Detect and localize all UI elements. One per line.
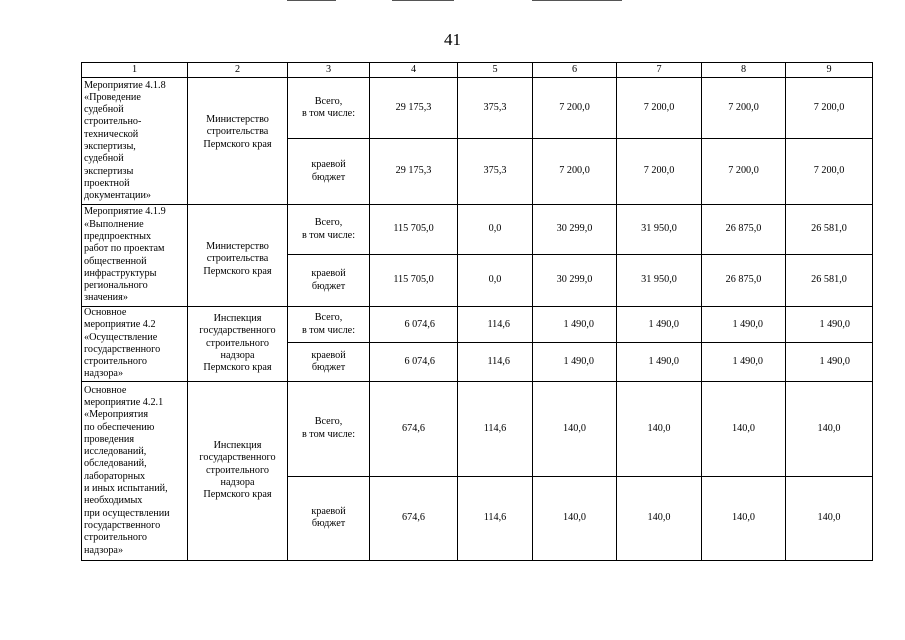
activity-name-line: проведения [84, 433, 135, 445]
amount-cell: 7 200,0 [533, 139, 617, 205]
amount-cell: 7 200,0 [617, 78, 702, 139]
funding-source-line: Всего, [314, 217, 343, 229]
activity-name-line: строительного [84, 532, 148, 544]
amount-cell: 140,0 [617, 476, 702, 560]
activity-name-line: Мероприятие 4.1.9 [84, 206, 166, 218]
activity-name-line: «Проведение [84, 91, 141, 103]
activity-name-line: инфраструктуры [84, 267, 157, 279]
funding-source-cell [288, 139, 370, 205]
funding-source-line: краевой [311, 349, 346, 361]
activity-name-line: Мероприятие 4.1.8 [84, 79, 166, 91]
amount-cell: 114,6 [458, 307, 533, 343]
funding-source-line: в том числе: [301, 324, 356, 336]
amount-cell: 6 074,6 [370, 343, 458, 381]
activity-name-line: обследований, [84, 458, 147, 470]
amount-cell: 29 175,3 [370, 78, 458, 139]
amount-cell: 26 875,0 [702, 205, 786, 255]
funding-source-line: краевой [311, 159, 346, 171]
amount-cell: 115 705,0 [370, 255, 458, 307]
amount-cell: 140,0 [702, 476, 786, 560]
amount-cell: 375,3 [458, 139, 533, 205]
funding-source-line: Всего, [314, 416, 343, 428]
amount-cell: 140,0 [786, 476, 873, 560]
activity-name-line: экспертизы [84, 165, 134, 177]
amount-cell: 140,0 [786, 381, 873, 476]
funding-source-cell [288, 476, 370, 560]
funding-source-line: бюджет [311, 518, 346, 530]
activity-name-line: «Осуществление [84, 331, 158, 343]
amount-cell: 1 490,0 [617, 343, 702, 381]
amount-cell: 114,6 [458, 343, 533, 381]
funding-source-line: бюджет [311, 362, 346, 374]
activity-name-line: «Выполнение [84, 218, 144, 230]
funding-source-cell [288, 307, 370, 343]
amount-cell: 7 200,0 [702, 139, 786, 205]
funding-source-line: Всего, [314, 312, 343, 324]
amount-cell: 140,0 [702, 381, 786, 476]
activity-name-line: надзора» [84, 544, 124, 556]
funding-source-line: в том числе: [301, 108, 356, 119]
table-row [82, 78, 873, 139]
executor-cell [188, 78, 288, 205]
amount-cell: 31 950,0 [617, 255, 702, 307]
funding-source-cell [288, 381, 370, 476]
activity-name-line: мероприятие 4.2 [84, 319, 156, 331]
executor-line: строительного [205, 464, 269, 476]
activity-name-line: строительно- [84, 116, 142, 128]
activity-name-line: общественной [84, 255, 147, 267]
amount-cell: 30 299,0 [533, 205, 617, 255]
activity-name-line: лабораторных [84, 470, 146, 482]
executor-line: Министерство [206, 241, 269, 252]
activity-name-line: регионального [84, 280, 148, 292]
amount-cell: 114,6 [458, 381, 533, 476]
amount-cell: 7 200,0 [533, 78, 617, 139]
amount-cell: 7 200,0 [702, 78, 786, 139]
header-cell: 3 [288, 63, 370, 78]
funding-source-line: краевой [311, 505, 346, 517]
executor-line: строительства [206, 253, 269, 265]
amount-cell: 114,6 [458, 476, 533, 560]
executor-line: Пермского края [203, 362, 272, 374]
header-cell: 2 [188, 63, 288, 78]
activity-name-line: государственного [84, 343, 161, 355]
executor-line: Пермского края [203, 265, 272, 277]
top-rule-middle [392, 0, 454, 1]
funding-source-line: краевой [311, 268, 346, 280]
activity-name-line: надзора» [84, 368, 124, 380]
amount-cell: 0,0 [458, 205, 533, 255]
executor-line: надзора [220, 476, 255, 488]
table-row [82, 307, 873, 343]
funding-source-line: в том числе: [301, 229, 356, 241]
activity-name-line: «Мероприятия [84, 409, 149, 421]
amount-cell: 674,6 [370, 381, 458, 476]
executor-line: Пермского края [203, 138, 272, 150]
funding-table [81, 62, 873, 561]
activity-name-line: предпроектных [84, 230, 152, 242]
amount-cell: 26 875,0 [702, 255, 786, 307]
header-cell: 1 [82, 63, 188, 78]
amount-cell: 7 200,0 [786, 139, 873, 205]
executor-line: государственного [199, 452, 276, 464]
amount-cell: 115 705,0 [370, 205, 458, 255]
amount-cell: 1 490,0 [617, 307, 702, 343]
funding-source-cell [288, 78, 370, 139]
activity-name-line: по обеспечению [84, 421, 155, 433]
amount-cell: 1 490,0 [702, 343, 786, 381]
amount-cell: 1 490,0 [786, 307, 873, 343]
amount-cell: 1 490,0 [786, 343, 873, 381]
header-cell: 8 [702, 63, 786, 78]
amount-cell: 140,0 [533, 476, 617, 560]
amount-cell: 375,3 [458, 78, 533, 139]
activity-name-line: судебной [84, 104, 124, 116]
executor-cell [188, 381, 288, 560]
header-cell: 6 [533, 63, 617, 78]
header-cell: 9 [786, 63, 873, 78]
activity-name-cell [82, 381, 188, 560]
amount-cell: 140,0 [617, 381, 702, 476]
amount-cell: 30 299,0 [533, 255, 617, 307]
activity-name-cell [82, 307, 188, 382]
funding-source-cell [288, 205, 370, 255]
executor-line: государственного [199, 325, 276, 337]
activity-name-line: и иных испытаний, [84, 483, 168, 495]
amount-cell: 26 581,0 [786, 205, 873, 255]
amount-cell: 0,0 [458, 255, 533, 307]
amount-cell: 31 950,0 [617, 205, 702, 255]
executor-line: Инспекция [213, 440, 262, 452]
amount-cell: 6 074,6 [370, 307, 458, 343]
amount-cell: 26 581,0 [786, 255, 873, 307]
activity-name-line: Основное [84, 307, 127, 318]
executor-line: Пермского края [203, 489, 272, 501]
executor-line: надзора [220, 350, 255, 362]
executor-line: Министерство [206, 114, 269, 125]
amount-cell: 1 490,0 [533, 307, 617, 343]
funding-source-line: в том числе: [301, 428, 356, 440]
header-cell: 5 [458, 63, 533, 78]
amount-cell: 1 490,0 [533, 343, 617, 381]
funding-source-cell [288, 255, 370, 307]
amount-cell: 29 175,3 [370, 139, 458, 205]
activity-name-line: при осуществлении [84, 507, 170, 519]
activity-name-line: технической [84, 128, 139, 140]
activity-name-cell [82, 78, 188, 205]
executor-line: строительного [205, 337, 269, 349]
funding-source-cell [288, 343, 370, 381]
top-rule-right [532, 0, 622, 1]
activity-name-line: экспертизы, [84, 141, 136, 152]
executor-line: Инспекция [213, 313, 262, 325]
amount-cell: 674,6 [370, 476, 458, 560]
page-number: 41 [444, 30, 461, 49]
activity-name-line: проектной [84, 177, 130, 189]
activity-name-line: документации» [84, 190, 152, 202]
funding-source-line: бюджет [311, 280, 346, 292]
amount-cell: 7 200,0 [617, 139, 702, 205]
activity-name-line: мероприятие 4.2.1 [84, 397, 164, 408]
activity-name-cell [82, 205, 188, 307]
activity-name-line: судебной [84, 153, 124, 165]
header-cell: 4 [370, 63, 458, 78]
activity-name-line: строительного [84, 356, 148, 368]
top-rule-left [287, 0, 336, 1]
activity-name-line: Основное [84, 384, 127, 396]
activity-name-line: работ по проектам [84, 243, 165, 255]
table-row [82, 381, 873, 476]
executor-cell [188, 205, 288, 307]
executor-line: строительства [206, 126, 269, 138]
activity-name-line: исследований, [84, 446, 147, 458]
funding-source-line: бюджет [311, 171, 346, 183]
header-row [82, 63, 873, 78]
activity-name-line: необходимых [84, 495, 143, 507]
funding-source-line: Всего, [314, 95, 343, 107]
activity-name-line: государственного [84, 519, 161, 531]
amount-cell: 140,0 [533, 381, 617, 476]
executor-cell [188, 307, 288, 382]
activity-name-line: значения» [84, 292, 128, 304]
table-row [82, 205, 873, 255]
amount-cell: 1 490,0 [702, 307, 786, 343]
header-cell: 7 [617, 63, 702, 78]
amount-cell: 7 200,0 [786, 78, 873, 139]
